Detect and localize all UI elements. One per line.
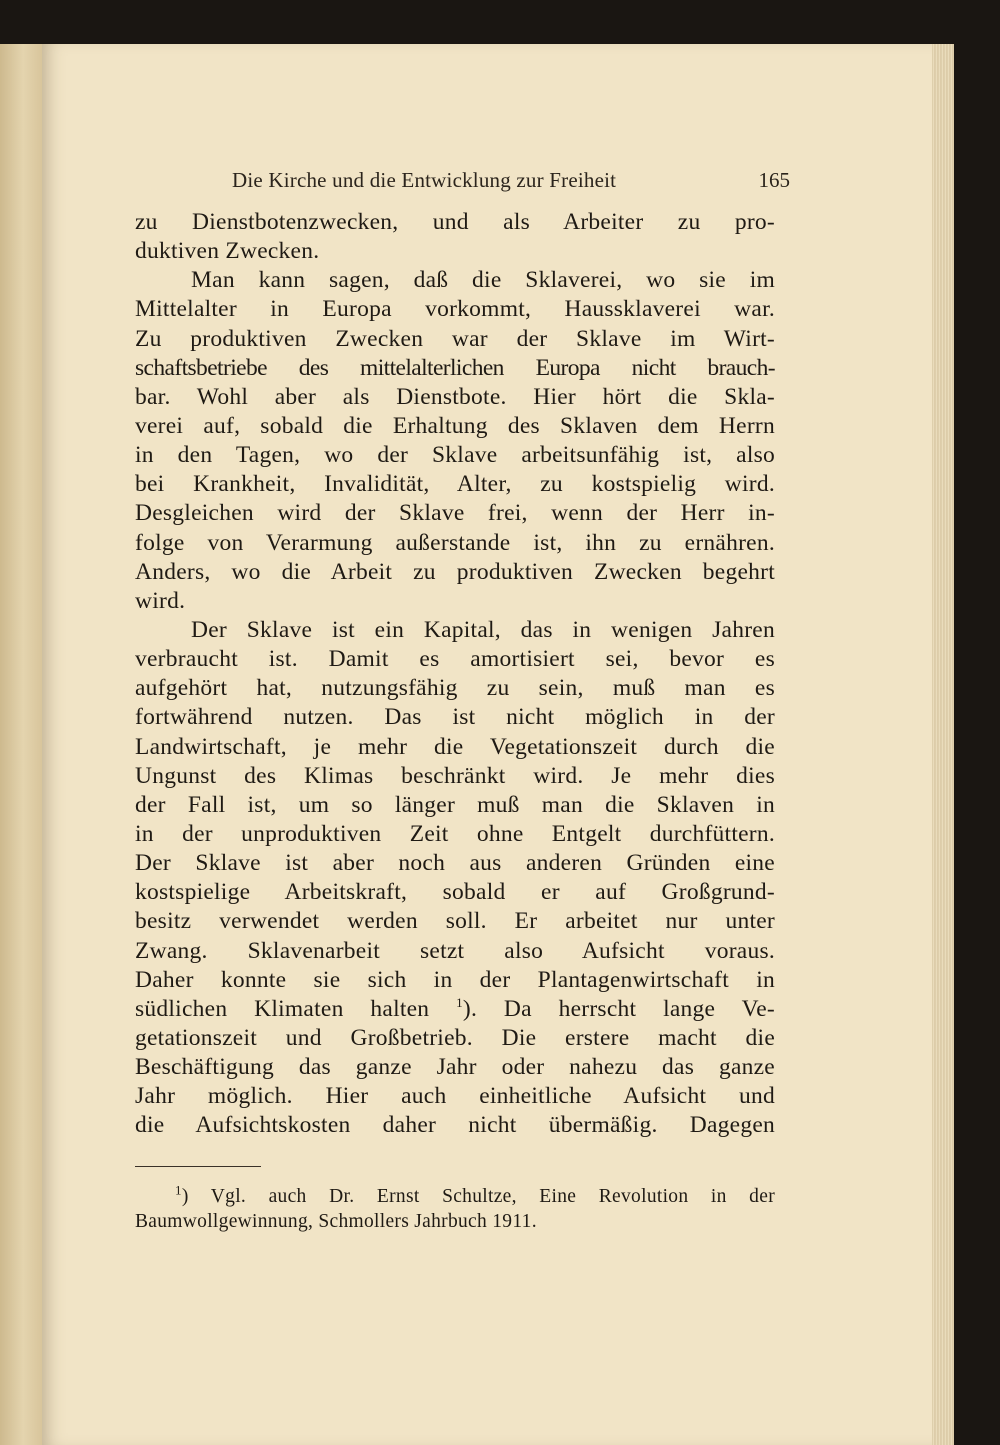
text-line: in den Tagen, wo der Sklave arbeitsunfähig ist, also [135, 442, 775, 469]
page-number: 165 [758, 168, 790, 192]
text-line: bar. Wohl aber als Dienstbote. Hier hört die Skla- [135, 383, 775, 410]
text-line-with-footnote [135, 995, 775, 1024]
text-line: die Aufsichtskosten daher nicht übermäßig. Dagegen [135, 1112, 775, 1139]
text-segment: südlichen Klimaten halten [135, 995, 430, 1022]
text-line: Landwirtschaft, je mehr die Vegetationszeit durch die [135, 733, 775, 760]
text-line: schaftsbetriebe des mittelalterlichen Europa nicht brauch- [135, 354, 775, 381]
text-line: fortwährend nutzen. Das ist nicht möglich in der [135, 704, 775, 731]
text-line: verbraucht ist. Damit es amortisiert sei, bevor es [135, 646, 775, 673]
text-line: Der Sklave ist aber noch aus anderen Gründen eine [135, 850, 775, 877]
footnote-line [135, 1184, 775, 1209]
text-line: Man kann sagen, daß die Sklaverei, wo sie im [191, 267, 775, 294]
text-line: Zu produktiven Zwecken war der Sklave im Wirt- [135, 325, 775, 352]
footnote-text: ) Vgl. auch Dr. Ernst Schultze, Eine Revolution in der [181, 1186, 775, 1207]
body-text [135, 208, 775, 1141]
text-line: bei Krankheit, Invalidität, Alter, zu kostspielig wird. [135, 471, 775, 498]
text-line: Jahr möglich. Hier auch einheitliche Aufsicht und [135, 1083, 775, 1110]
text-line: Ungunst des Klimas beschränkt wird. Je mehr dies [135, 762, 775, 789]
text-line: Anders, wo die Arbeit zu produktiven Zwecken begehrt [135, 558, 775, 585]
text-line: in der unproduktiven Zeit ohne Entgelt durchfüttern. [135, 820, 775, 847]
text-line: folge von Verarmung außerstande ist, ihn zu ernähren. [135, 529, 775, 556]
text-line: duktiven Zwecken. [135, 238, 320, 265]
text-segment: ). Da herrscht lange Ve- [462, 995, 775, 1022]
text-line: verei auf, sobald die Erhaltung des Sklaven dem Herrn [135, 412, 775, 439]
text-line: Daher konnte sie sich in der Plantagenwirtschaft in [135, 966, 775, 993]
text-line: aufgehört hat, nutzungsfähig zu sein, muß man es [135, 675, 775, 702]
footnote-reference: 1 [456, 994, 463, 1010]
facing-page-edge [0, 44, 42, 1445]
footnote-line: Baumwollgewinnung, Schmollers Jahrbuch 1911. [135, 1211, 537, 1232]
text-line: Desgleichen wird der Sklave frei, wenn der Herr in- [135, 500, 775, 527]
footnote-marker: 1 [175, 1182, 182, 1198]
text-line: Der Sklave ist ein Kapital, das in wenigen Jahren [191, 616, 775, 643]
running-head [232, 168, 790, 196]
footnote [135, 1184, 775, 1234]
text-line: Mittelalter in Europa vorkommt, Haussklaverei war. [135, 296, 775, 323]
running-title: Die Kirche und die Entwicklung zur Freiheit [232, 168, 617, 192]
text-line: zu Dienstbotenzwecken, und als Arbeiter zu pro- [135, 209, 775, 235]
text-line: wird. [135, 587, 186, 614]
text-line: der Fall ist, um so länger muß man die Sklaven in [135, 791, 775, 818]
text-line: getationszeit und Großbetrieb. Die erstere macht die [135, 1024, 775, 1051]
text-line: besitz verwendet werden soll. Er arbeitet nur unter [135, 908, 775, 935]
page-stack-edge [932, 44, 954, 1445]
footnote-separator [135, 1166, 261, 1167]
text-line: Zwang. Sklavenarbeit setzt also Aufsicht voraus. [135, 937, 775, 964]
text-line: Beschäftigung das ganze Jahr oder nahezu das ganze [135, 1054, 775, 1081]
text-line: kostspielige Arbeitskraft, sobald er auf Großgrund- [135, 879, 775, 906]
